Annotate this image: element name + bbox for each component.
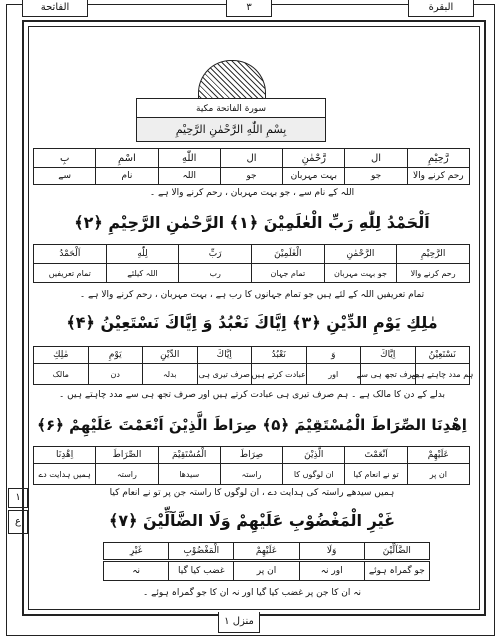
- word-cell: اِيَّاكَ: [360, 346, 416, 364]
- word-cell: بدلہ: [142, 363, 198, 385]
- word-cell: مٰلِكِ: [33, 346, 89, 364]
- word-cell: تو نے انعام کیا: [344, 463, 407, 485]
- word-cell: اللّٰهِ: [158, 148, 221, 168]
- word-cell: الضَّآلِّيْنَ: [364, 542, 430, 560]
- verse-line-4: غَيْرِ الْمَغْضُوْبِ عَلَيْهِمْ وَلَا الضَّآلِّيْنَ ﴿۷﴾: [108, 511, 396, 530]
- word-cell: بہت مہربان: [282, 167, 345, 185]
- word-cell: نام: [95, 167, 158, 185]
- word-cell: عبادت کرتے ہیں: [251, 363, 307, 385]
- word-cell: الرَّحْمٰنِ: [324, 244, 398, 264]
- surah-name-band: سورة الفاتحة مكية: [136, 98, 326, 118]
- word-cell: ان لوگوں کا: [282, 463, 345, 485]
- word-cell: وَلَا: [299, 542, 365, 560]
- dome-ornament: [198, 60, 266, 101]
- word-cell: بِ: [33, 148, 96, 168]
- verse-line-1: اَلْحَمْدُ لِلّٰهِ رَبِّ الْعٰلَمِيْنَ ﴿۱﴾ الرَّحْمٰنِ الرَّحِيْمِ ﴿۲﴾: [74, 213, 430, 232]
- word-cell: لِلّٰهِ: [106, 244, 180, 264]
- word-cell: الدِّيْنِ: [142, 346, 198, 364]
- word-cell: ہمیں ہدایت دے: [33, 463, 96, 485]
- header-juz-label: البقرة: [408, 0, 474, 17]
- word-row-arabic-2: [34, 244, 470, 264]
- word-cell: ال: [220, 148, 283, 168]
- word-cell: تمام تعریفیں: [33, 263, 107, 283]
- word-cell: الصِّرَاطَ: [95, 446, 158, 464]
- word-cell: اِهْدِنَا: [33, 446, 96, 464]
- word-cell: دن: [88, 363, 144, 385]
- word-cell: الْمَغْضُوْبِ: [168, 542, 234, 560]
- side-ruku-number: ١: [8, 488, 28, 508]
- translation-line-2: تمام تعریفیں اللہ کے لئے ہیں جو تمام جہانوں کا رب ہے ، بہت مہربان ، رحم کرنے والا ہے ۔: [79, 290, 425, 300]
- verse-line-2: مٰلِكِ يَوْمِ الدِّيْنِ ﴿۳﴾ اِيَّاكَ نَعْبُدُ وَ اِيَّاكَ نَسْتَعِيْنُ ﴿۴﴾: [66, 313, 438, 332]
- word-row-arabic-3: [34, 346, 470, 364]
- word-row-arabic-4: [34, 446, 470, 464]
- word-row-urdu-1: [34, 167, 470, 185]
- word-cell: مالک: [33, 363, 89, 385]
- word-cell: نَسْتَعِيْنُ: [415, 346, 471, 364]
- word-row-urdu-4: [34, 463, 470, 485]
- word-cell: رحم کرنے والا: [407, 167, 470, 185]
- word-row-arabic-1: [34, 148, 470, 168]
- word-cell: عَلَيْهِمْ: [233, 542, 299, 560]
- translation-line-4: ہمیں سیدھے راستہ کی ہدایت دے ، ان لوگوں کا راستہ جن پر تو نے انعام کیا: [109, 488, 395, 498]
- word-cell: سے: [33, 167, 96, 185]
- word-cell: غضب کیا گیا: [168, 561, 234, 581]
- word-row-arabic-5: [104, 542, 430, 560]
- translation-line-1: اللہ کے نام سے ، جو بہت مہربان ، رحم کرنے والا ہے ۔: [149, 188, 355, 198]
- word-cell: الْمُسْتَقِيْمَ: [158, 446, 221, 464]
- word-cell: اور: [306, 363, 362, 385]
- side-ruku-mark: ع: [8, 510, 28, 534]
- word-cell: الرَّحِيْمِ: [396, 244, 470, 264]
- word-cell: عَلَيْهِمْ: [407, 446, 470, 464]
- verse-line-3: اِهْدِنَا الصِّرَاطَ الْمُسْتَقِيْمَ ﴿۵﴾ صِرَاطَ الَّذِيْنَ اَنْعَمْتَ عَلَيْهِمْ ﴿۶﴾: [37, 416, 467, 434]
- word-cell: جو گمراہ ہوئے: [364, 561, 430, 581]
- translation-line-3: بدلے کے دن کا مالک ہے ۔ ہم صرف تیری ہی عبادت کرتے ہیں اور صرف تجھ ہی سے مدد چاہتے ہیں ۔: [59, 390, 445, 400]
- word-cell: صِرَاطَ: [220, 446, 283, 464]
- word-cell: نَعْبُدُ: [251, 346, 307, 364]
- word-cell: اور نہ: [299, 561, 365, 581]
- word-cell: وَ: [306, 346, 362, 364]
- word-row-urdu-5: [104, 561, 430, 581]
- word-cell: ان پر: [233, 561, 299, 581]
- header-page-number: ٣: [226, 0, 272, 17]
- word-cell: رَّحِيْمِ: [407, 148, 470, 168]
- word-cell: سیدھا: [158, 463, 221, 485]
- word-cell: اللہ: [158, 167, 221, 185]
- word-cell: تمام جہان: [251, 263, 325, 283]
- word-cell: صرف تیری ہی: [197, 363, 253, 385]
- word-cell: يَوْمِ: [88, 346, 144, 364]
- surah-title: [136, 60, 326, 142]
- word-row-urdu-2: [34, 263, 470, 283]
- word-cell: اَنْعَمْتَ: [344, 446, 407, 464]
- word-cell: صرف تجھ ہی سے: [360, 363, 416, 385]
- word-cell: ہم مدد چاہتے ہیں: [415, 363, 471, 385]
- translation-line-5: نہ ان کا جن پر غضب کیا گیا اور نہ ان کا جو گمراہ ہوئے ۔: [142, 588, 362, 598]
- word-cell: اَلْحَمْدُ: [33, 244, 107, 264]
- word-cell: ال: [344, 148, 407, 168]
- word-cell: نہ: [103, 561, 169, 581]
- word-cell: غَيْرِ: [103, 542, 169, 560]
- word-cell: رب: [178, 263, 252, 283]
- word-cell: الَّذِيْنَ: [282, 446, 345, 464]
- bismillah: بِسْمِ اللّٰهِ الرَّحْمٰنِ الرَّحِيْمِ: [136, 118, 326, 142]
- word-cell: راستہ: [220, 463, 283, 485]
- word-cell: راستہ: [95, 463, 158, 485]
- word-cell: جو: [220, 167, 283, 185]
- manzil-label: منزل ١: [218, 612, 260, 633]
- word-cell: الْعٰلَمِيْنَ: [251, 244, 325, 264]
- word-cell: رَّحْمٰنِ: [282, 148, 345, 168]
- word-cell: جو بہت مہربان: [324, 263, 398, 283]
- word-cell: ان پر: [407, 463, 470, 485]
- header-surah-label: الفاتحة: [22, 0, 88, 17]
- word-cell: اِيَّاكَ: [197, 346, 253, 364]
- word-row-urdu-3: [34, 363, 474, 385]
- word-cell: اسْمِ: [95, 148, 158, 168]
- word-cell: جو: [344, 167, 407, 185]
- word-cell: رَبِّ: [178, 244, 252, 264]
- word-cell: رحم کرنے والا: [396, 263, 470, 283]
- word-cell: اللہ کیلئے: [106, 263, 180, 283]
